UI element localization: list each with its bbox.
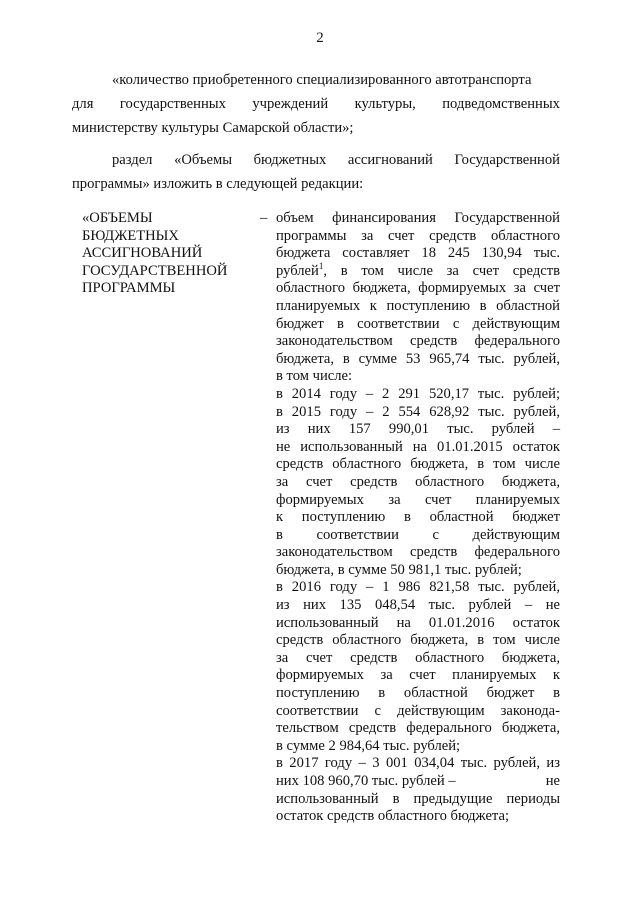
funding-line: использованный на 01.01.2016 остаток: [276, 614, 560, 631]
funding-line: бюджет в соответствии с действующим: [276, 315, 560, 332]
funding-line: за счет средств областного бюджета,: [276, 473, 560, 490]
funding-line: в том числе:: [276, 368, 353, 385]
paragraph-line: для государственных учреждений культуры, подведомственных: [72, 96, 560, 112]
funding-line: из них 157 990,01 тыс. рублей –: [276, 421, 560, 438]
funding-line: к поступлению в областной бюджет: [276, 509, 560, 526]
funding-line: в 2015 году – 2 554 628,92 тыс. рублей,: [276, 403, 560, 420]
funding-line-text: рублей: [276, 262, 319, 279]
dash-separator: –: [260, 210, 268, 226]
funding-line-text: них 108 960,70 тыс. рублей –: [276, 773, 456, 789]
funding-line: бюджета составляет 18 245 130,94 тыс.: [276, 245, 560, 262]
funding-line: законодательством средств федерального: [276, 333, 560, 350]
funding-line: [276, 773, 560, 791]
funding-line: в 2014 году – 2 291 520,17 тыс. рублей;: [276, 385, 560, 402]
funding-line: планируемых к поступлению в областной: [276, 297, 560, 314]
funding-line: бюджета, в сумме 53 965,74 тыс. рублей,: [276, 350, 560, 367]
funding-line: законодательством средств федерального: [276, 544, 560, 561]
funding-line: соответствии с действующим законода-: [276, 702, 560, 719]
paragraph-line: программы» изложить в следующей редакции:: [72, 176, 364, 192]
funding-line: программы за счет средств областного: [276, 227, 560, 244]
funding-line: использованный в предыдущие периоды: [276, 790, 560, 807]
section-label: [82, 210, 252, 298]
funding-line: областного бюджета, формируемых за счет: [276, 280, 560, 297]
section-label-line: ГОСУДАРСТВЕННОЙ: [82, 262, 228, 279]
section-label-line: «ОБЪЕМЫ: [82, 210, 153, 226]
funding-text: [276, 210, 560, 826]
funding-line: в сумме 2 984,64 тыс. рублей;: [276, 737, 461, 754]
funding-line: средств областного бюджета, в том числе: [276, 632, 560, 649]
paragraph-line: раздел «Объемы бюджетных ассигнований Государственной: [112, 152, 560, 168]
funding-line: не использованный на 01.01.2015 остаток: [276, 438, 560, 455]
paragraph-line: «количество приобретенного специализированного автотранспорта: [112, 72, 532, 88]
page-number: 2: [316, 30, 324, 46]
funding-line: средств областного бюджета, в том числе: [276, 456, 560, 473]
section-label-line: ПРОГРАММЫ: [82, 280, 176, 297]
funding-line: формируемых за счет планируемых: [276, 491, 560, 508]
funding-line: [276, 260, 560, 281]
funding-line: в соответствии с действующим: [276, 526, 560, 543]
funding-line-text: , в том числе за счет средств: [323, 262, 560, 279]
section-label-line: БЮДЖЕТНЫХ: [82, 227, 179, 244]
funding-line: объем финансирования Государственной: [276, 210, 560, 226]
funding-line-text: не: [545, 773, 560, 789]
paragraph-section-intro: [72, 148, 560, 196]
footnote-mark: 1: [318, 260, 324, 271]
funding-line: тельством средств федерального бюджета,: [276, 720, 560, 737]
funding-line: остаток средств областного бюджета;: [276, 808, 510, 825]
funding-line: бюджета, в сумме 50 981,1 тыс. рублей;: [276, 561, 522, 578]
section-label-line: АССИГНОВАНИЙ: [82, 245, 203, 262]
paragraph-line: министерству культуры Самарской области»;: [72, 120, 354, 136]
paragraph-transport: [72, 68, 560, 140]
funding-line: поступлению в областной бюджет в: [276, 685, 560, 702]
funding-line: в 2017 году – 3 001 034,04 тыс. рублей, из: [276, 755, 560, 772]
funding-line: из них 135 048,54 тыс. рублей – не: [276, 597, 560, 614]
funding-line: в 2016 году – 1 986 821,58 тыс. рублей,: [276, 579, 560, 596]
funding-line: за счет средств областного бюджета,: [276, 649, 560, 666]
funding-line: формируемых за счет планируемых к: [276, 667, 560, 684]
